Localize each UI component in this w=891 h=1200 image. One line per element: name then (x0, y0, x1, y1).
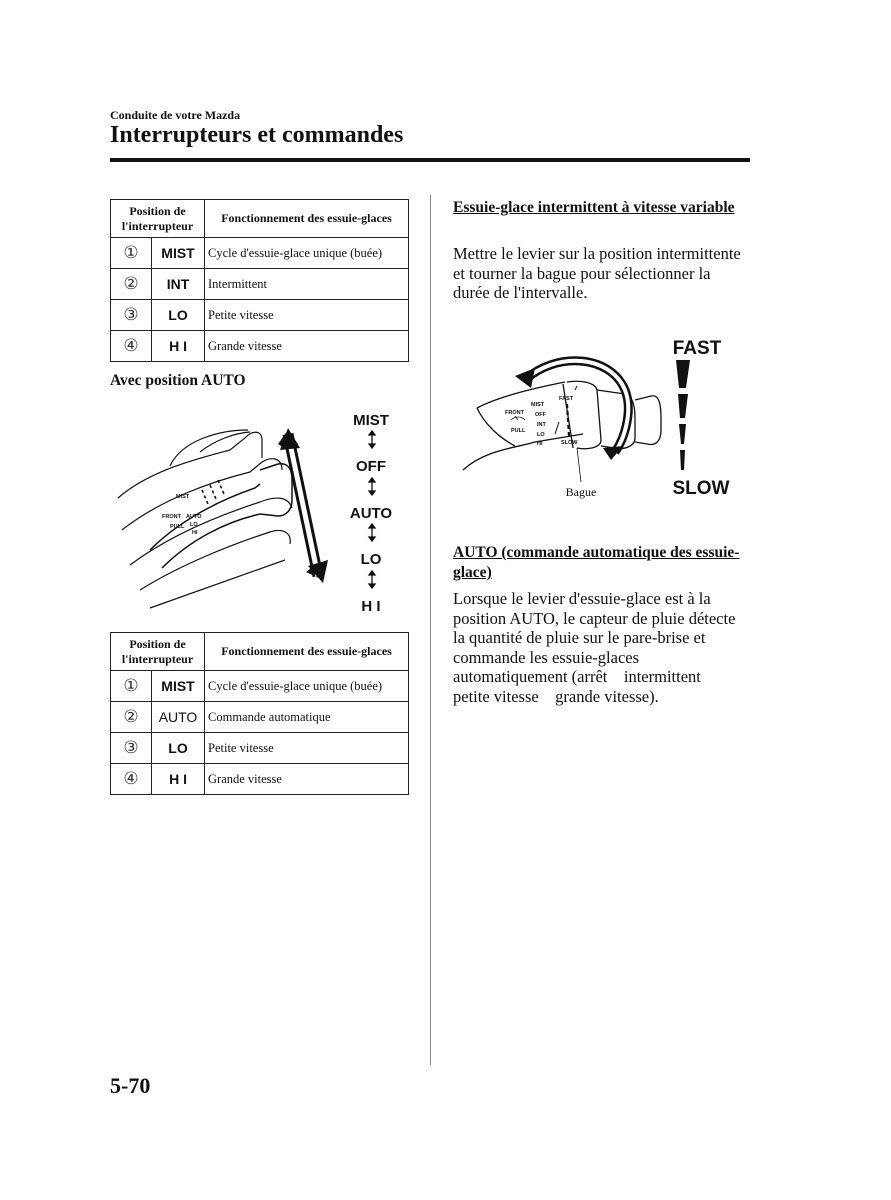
row-description: Petite vitesse (205, 300, 409, 331)
table-row (111, 331, 409, 362)
lever-label-pull: PULL (170, 524, 185, 530)
ring-label-slow: SLOW (561, 440, 578, 446)
wiper-lever-auto-diagram (110, 400, 410, 625)
lever-label-mist: MIST (176, 494, 190, 500)
row-description: Petite vitesse (205, 733, 409, 764)
table-header-operation: Fonctionnement des essuie-glaces (205, 633, 409, 671)
row-symbol: H I (152, 764, 205, 795)
row-symbol: AUTO (152, 702, 205, 733)
row-symbol: MIST (152, 671, 205, 702)
auto-control-text: Lorsque le levier d'essuie-glace est à la position AUTO, le capteur de pluie détecte la quantité de pluie sur le pare-brise et commande les essuie-glaces automatiquement (arrêt intermittent petite vitesse grande vitesse). (453, 589, 740, 706)
lever-label-lo: LO (190, 522, 198, 528)
row-symbol: INT (152, 269, 205, 300)
row-number: ② (111, 269, 152, 300)
row-number: ④ (111, 764, 152, 795)
variable-intermittent-heading: Essuie-glace intermittent à vitesse variable (453, 199, 735, 216)
page-number: 5-70 (110, 1073, 151, 1098)
page-title: Interrupteurs et commandes (110, 122, 404, 148)
position-label-lo: LO (360, 551, 382, 568)
lever-label-pull: PULL (511, 428, 526, 434)
ring-pointer (577, 448, 581, 482)
title-rule (110, 158, 750, 162)
row-symbol: MIST (152, 238, 205, 269)
table-row (111, 671, 409, 702)
fast-label: FAST (672, 338, 722, 359)
row-symbol: LO (152, 733, 205, 764)
row-number: ② (111, 702, 152, 733)
position-label-off: OFF (356, 458, 386, 475)
row-number: ① (111, 671, 152, 702)
table-header-position: Position de l'interrupteur (111, 200, 205, 238)
lever-label-int: INT (537, 422, 546, 428)
wiper-ring-diagram (455, 330, 755, 505)
ring-label-fast: FAST (559, 396, 574, 402)
lever-label-mist: MIST (531, 402, 545, 408)
double-arrow-icon (278, 428, 328, 583)
table-row (111, 300, 409, 331)
lever-label-auto: AUTO (186, 514, 202, 520)
table-row (111, 764, 409, 795)
position-label-hi: H I (361, 598, 381, 615)
variable-intermittent-text: Mettre le levier sur la position intermittente et tourner la bague pour sélectionner la durée de l'intervalle. (453, 244, 741, 302)
table-header-position: Position de l'interrupteur (111, 633, 205, 671)
table-row (111, 702, 409, 733)
row-number: ③ (111, 733, 152, 764)
auto-position-heading: Avec position AUTO (110, 372, 246, 389)
wiper-auto-positions-table (110, 632, 409, 795)
row-description: Commande automatique (205, 702, 409, 733)
row-description: Intermittent (205, 269, 409, 300)
ring-label: Bague (565, 485, 597, 499)
lever-label-hi: HI (537, 441, 543, 447)
row-number: ① (111, 238, 152, 269)
table-row (111, 238, 409, 269)
row-number: ③ (111, 300, 152, 331)
column-divider (430, 195, 431, 1065)
table-header-operation: Fonctionnement des essuie-glaces (205, 200, 409, 238)
table-row (111, 269, 409, 300)
wiper-positions-table (110, 199, 409, 362)
position-label-auto: AUTO (349, 505, 393, 522)
row-description: Grande vitesse (205, 764, 409, 795)
row-description: Cycle d'essuie-glace unique (buée) (205, 671, 409, 702)
row-symbol: H I (152, 331, 205, 362)
lever-label-off: OFF (535, 412, 546, 418)
section-label: Conduite de votre Mazda (110, 108, 241, 122)
lever-label-hi: HI (192, 530, 198, 536)
row-number: ④ (111, 331, 152, 362)
row-description: Grande vitesse (205, 331, 409, 362)
lever-label-lo: LO (537, 432, 545, 438)
wiper-icon (511, 416, 525, 420)
lever-label-front: FRONT (162, 514, 181, 520)
lever-label-front: FRONT (505, 410, 524, 416)
speed-scale-icon (676, 360, 690, 470)
auto-control-heading: AUTO (commande automatique des essuie-glace) (453, 544, 740, 581)
position-label-mist: MIST (353, 412, 389, 429)
row-symbol: LO (152, 300, 205, 331)
slow-label: SLOW (672, 478, 730, 499)
table-row (111, 733, 409, 764)
row-description: Cycle d'essuie-glace unique (buée) (205, 238, 409, 269)
